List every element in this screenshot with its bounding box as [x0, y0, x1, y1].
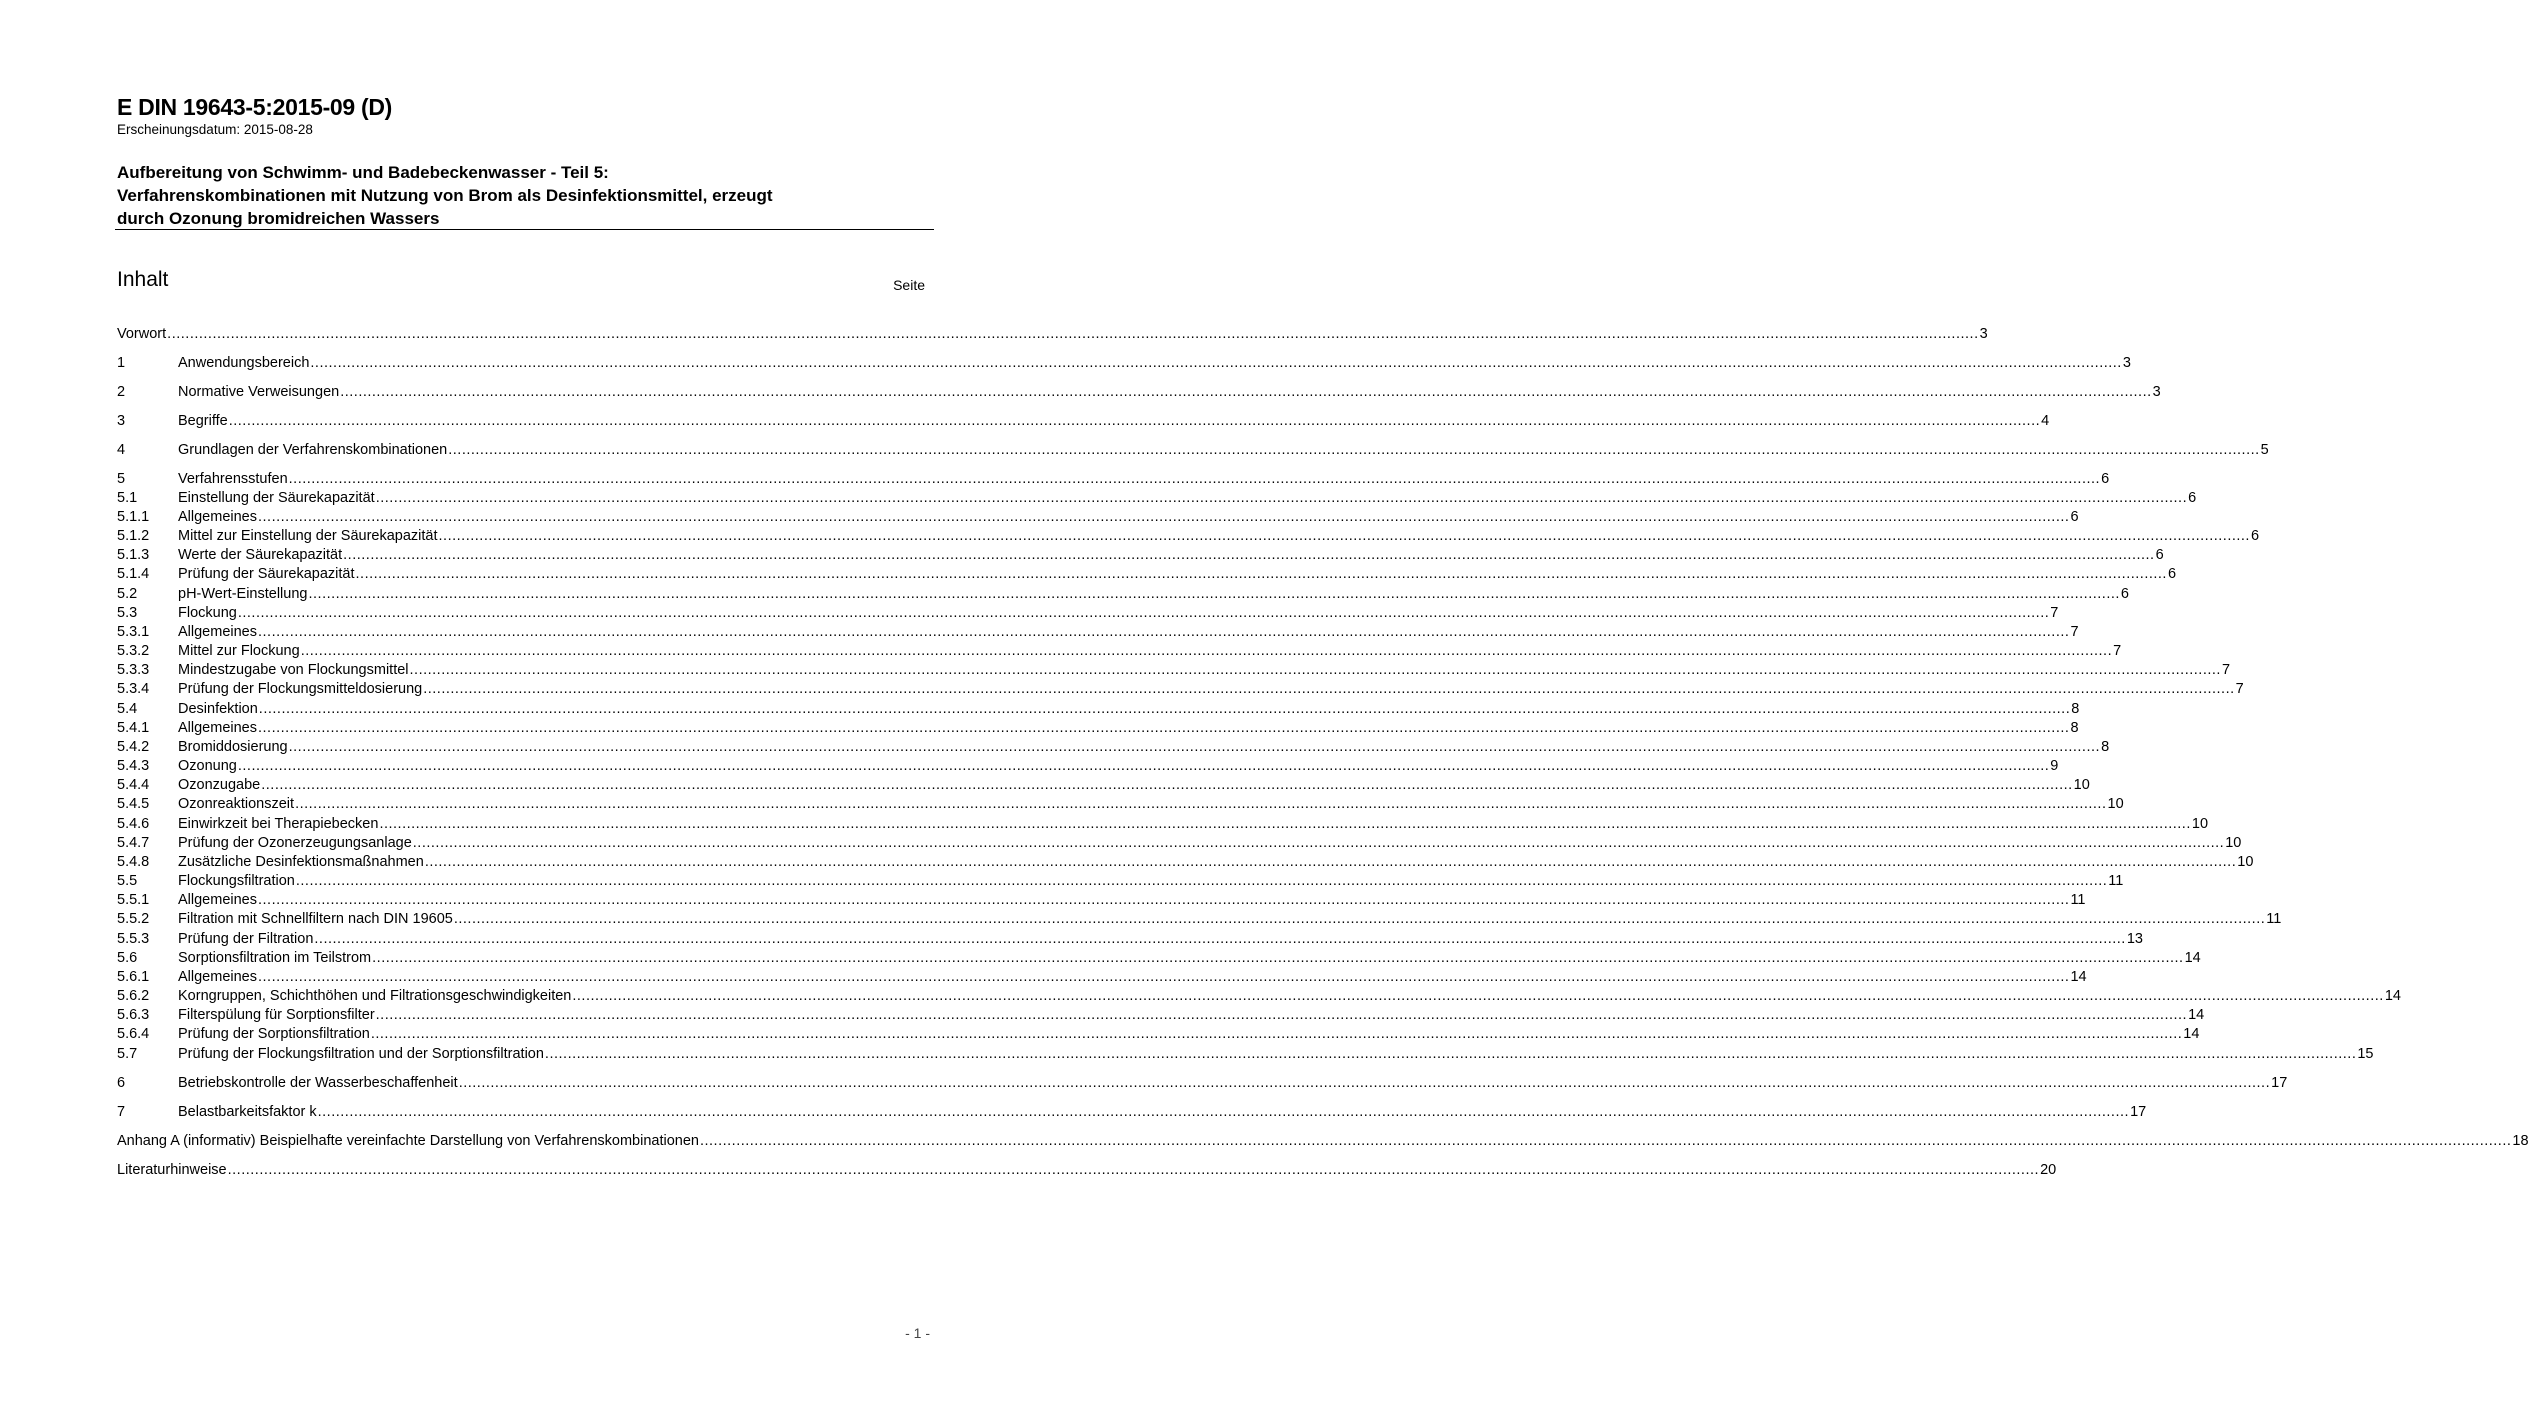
- toc-entry[interactable]: [117, 1132, 2529, 1151]
- toc-entry-title: Vorwort: [117, 326, 167, 342]
- toc-entry-title: Allgemeines: [178, 624, 257, 640]
- toc-dot-leader: ................................................................................................................................................................................................................................................................................................................................................................................................................: [572, 988, 2384, 1004]
- toc-dot-leader: ................................................................................................................................................................................................................................................................................................................................................................................................................: [167, 326, 1979, 342]
- toc-dot-leader: ................................................................................................................................................................................................................................................................................................................................................................................................................: [310, 355, 2122, 371]
- toc-entry-title: Werte der Säurekapazität: [178, 547, 343, 563]
- toc-dot-leader: ................................................................................................................................................................................................................................................................................................................................................................................................................: [258, 892, 2070, 908]
- toc-entry-title: Allgemeines: [178, 509, 257, 525]
- toc-entry-number: 5.3.2: [117, 643, 150, 659]
- toc-entry-page: 4: [2041, 413, 2050, 429]
- toc-entry-page: 3: [2122, 355, 2131, 371]
- toc-entry[interactable]: [117, 383, 2161, 402]
- toc-entry-number: 5.4.3: [117, 758, 150, 774]
- toc-entry-number: 5.3.4: [117, 681, 150, 697]
- toc-dot-leader: ................................................................................................................................................................................................................................................................................................................................................................................................................: [423, 681, 2235, 697]
- toc-entry-title: Mindestzugabe von Flockungsmittel: [178, 662, 409, 678]
- toc-dot-leader: ................................................................................................................................................................................................................................................................................................................................................................................................................: [237, 605, 2050, 621]
- toc-entry-title: Flockung: [178, 605, 237, 621]
- toc-entry-number: 5.4.2: [117, 739, 150, 755]
- toc-entry-number: 5.6: [117, 950, 138, 966]
- toc-entry-title: Filterspülung für Sorptionsfilter: [178, 1007, 375, 1023]
- toc-dot-leader: ................................................................................................................................................................................................................................................................................................................................................................................................................: [228, 413, 2041, 429]
- toc-entry-number: 7: [117, 1104, 126, 1120]
- toc-entry-number: 5.5: [117, 873, 138, 889]
- toc-entry-title: Bromiddosierung: [178, 739, 288, 755]
- toc-entry-page: 6: [2101, 471, 2110, 487]
- toc-entry-page: 18: [2512, 1133, 2529, 1149]
- toc-entry-title: pH-Wert-Einstellung: [178, 586, 308, 602]
- toc-entry[interactable]: [117, 623, 2079, 642]
- toc-entry-page: 7: [2221, 662, 2231, 678]
- document-subject: [117, 161, 933, 230]
- toc-entry-title: Mittel zur Einstellung der Säurekapazität: [178, 528, 438, 544]
- toc-entry-number: 5.3: [117, 605, 138, 621]
- page-number: - 1 -: [905, 1325, 930, 1341]
- toc-entry-page: 11: [2108, 873, 2124, 889]
- toc-entry-title: Betriebskontrolle der Wasserbeschaffenheit: [178, 1075, 458, 1091]
- toc-entry-title: Anwendungsbereich: [178, 355, 310, 371]
- toc-entry-page: 10: [2073, 777, 2090, 793]
- toc-entry-page: 10: [2191, 816, 2209, 832]
- toc-dot-leader: ................................................................................................................................................................................................................................................................................................................................................................................................................: [314, 931, 2126, 947]
- toc-dot-leader: ................................................................................................................................................................................................................................................................................................................................................................................................................: [308, 586, 2120, 602]
- toc-entry-number: 5.5.2: [117, 911, 150, 927]
- toc-entry-title: Ozonreaktionszeit: [178, 796, 295, 812]
- toc-dot-leader: ................................................................................................................................................................................................................................................................................................................................................................................................................: [544, 1046, 2357, 1062]
- toc-entry-page: 3: [2152, 384, 2161, 400]
- toc-entry[interactable]: [117, 470, 2110, 489]
- toc-entry[interactable]: [117, 546, 2164, 565]
- toc-entry-page: 7: [2235, 681, 2244, 697]
- toc-entry-page: 6: [2120, 586, 2129, 602]
- toc-entry[interactable]: [117, 412, 2050, 431]
- toc-entry-page: 14: [2184, 950, 2201, 966]
- toc-entry-page: 17: [2130, 1104, 2147, 1120]
- toc-entry[interactable]: [117, 508, 2079, 527]
- toc-entry[interactable]: [117, 719, 2079, 738]
- toc-entry-page: 6: [2250, 528, 2260, 544]
- toc-entry[interactable]: [117, 325, 1988, 344]
- toc-dot-leader: ................................................................................................................................................................................................................................................................................................................................................................................................................: [261, 777, 2073, 793]
- toc-entry-number: 5.1.3: [117, 547, 150, 563]
- toc-entry-page: 14: [2384, 988, 2401, 1004]
- toc-entry-title: Prüfung der Flockungsfiltration und der Sorptionsfiltration: [178, 1046, 544, 1062]
- toc-dot-leader: ................................................................................................................................................................................................................................................................................................................................................................................................................: [343, 547, 2155, 563]
- toc-entry-page: 10: [2237, 854, 2254, 870]
- toc-entry-page: 8: [2071, 701, 2080, 717]
- toc-dot-leader: ................................................................................................................................................................................................................................................................................................................................................................................................................: [295, 796, 2107, 812]
- toc-entry-number: 5.3.1: [117, 624, 150, 640]
- toc-entry-page: 3: [1979, 326, 1988, 342]
- toc-entry[interactable]: [117, 815, 2209, 834]
- toc-entry-title: Prüfung der Ozonerzeugungsanlage: [178, 835, 412, 851]
- toc-entry[interactable]: [117, 834, 2242, 853]
- toc-entry[interactable]: [117, 489, 2197, 508]
- subject-line: Aufbereitung von Schwimm- und Badebeckenwasser - Teil 5:: [117, 163, 609, 182]
- toc-entry-page: 20: [2040, 1162, 2057, 1178]
- subject-line: Verfahrenskombinationen mit Nutzung von Brom als Desinfektionsmittel, erzeugt: [117, 186, 773, 205]
- toc-entry-number: 5.4.6: [117, 816, 150, 832]
- toc-dot-leader: ................................................................................................................................................................................................................................................................................................................................................................................................................: [340, 384, 2152, 400]
- toc-entry-title: Allgemeines: [178, 969, 257, 985]
- toc-entry-page: 6: [2188, 490, 2197, 506]
- toc-dot-leader: ................................................................................................................................................................................................................................................................................................................................................................................................................: [258, 701, 2071, 717]
- toc-dot-leader: ................................................................................................................................................................................................................................................................................................................................................................................................................: [295, 873, 2108, 889]
- toc-entry[interactable]: [117, 891, 2086, 910]
- toc-entry-page: 10: [2107, 796, 2124, 812]
- toc-entry-title: Einstellung der Säurekapazität: [178, 490, 375, 506]
- toc-entry-title: Begriffe: [178, 413, 228, 429]
- toc-entry[interactable]: [117, 1025, 2200, 1044]
- toc-entry-page: 7: [2113, 643, 2122, 659]
- toc-entry[interactable]: [117, 354, 2131, 373]
- toc-entry-title: Literaturhinweise: [117, 1162, 227, 1178]
- toc-entry-number: 5.4.7: [117, 835, 150, 851]
- toc-entry-title: Filtration mit Schnellfiltern nach DIN 19605: [178, 911, 453, 927]
- toc-dot-leader: ................................................................................................................................................................................................................................................................................................................................................................................................................: [438, 528, 2250, 544]
- toc-entry-number: 5.4: [117, 701, 138, 717]
- toc-entry[interactable]: [117, 441, 2269, 460]
- toc-dot-leader: ................................................................................................................................................................................................................................................................................................................................................................................................................: [379, 816, 2191, 832]
- toc-entry[interactable]: [117, 565, 2177, 584]
- toc-entry-title: Anhang A (informativ) Beispielhafte vereinfachte Darstellung von Verfahrenskombinationen: [117, 1133, 699, 1149]
- toc-dot-leader: ................................................................................................................................................................................................................................................................................................................................................................................................................: [412, 835, 2225, 851]
- toc-entry-number: 5.6.1: [117, 969, 150, 985]
- publication-date: Erscheinungsdatum: 2015-08-28: [117, 122, 313, 137]
- toc-entry-page: 8: [2101, 739, 2110, 755]
- toc-entry-number: 3: [117, 413, 126, 429]
- toc-entry-title: Korngruppen, Schichthöhen und Filtrationsgeschwindigkeiten: [178, 988, 572, 1004]
- toc-dot-leader: ................................................................................................................................................................................................................................................................................................................................................................................................................: [453, 911, 2266, 927]
- toc-dot-leader: ................................................................................................................................................................................................................................................................................................................................................................................................................: [375, 1007, 2188, 1023]
- toc-entry[interactable]: [117, 968, 2087, 987]
- toc-heading: Inhalt: [117, 268, 169, 291]
- toc-entry-page: 14: [2070, 969, 2087, 985]
- toc-entry-page: 17: [2271, 1075, 2288, 1091]
- toc-entry-page: 13: [2126, 931, 2143, 947]
- toc-entry[interactable]: [117, 910, 2282, 929]
- toc-entry-number: 5.1: [117, 490, 138, 506]
- toc-dot-leader: ................................................................................................................................................................................................................................................................................................................................................................................................................: [258, 720, 2070, 736]
- toc-dot-leader: ................................................................................................................................................................................................................................................................................................................................................................................................................: [424, 854, 2237, 870]
- toc-entry-title: Einwirkzeit bei Therapiebecken: [178, 816, 379, 832]
- toc-entry-page: 14: [2183, 1026, 2200, 1042]
- toc-entry-title: Ozonung: [178, 758, 237, 774]
- toc-entry-number: 5.4.1: [117, 720, 150, 736]
- toc-entry-number: 5.4.5: [117, 796, 150, 812]
- toc-entry-page: 15: [2357, 1046, 2374, 1062]
- toc-entry-title: Flockungsfiltration: [178, 873, 295, 889]
- toc-entry-title: Prüfung der Flockungsmitteldosierung: [178, 681, 423, 697]
- toc-entry-number: 5.6.3: [117, 1007, 150, 1023]
- document-title: E DIN 19643-5:2015-09 (D): [117, 94, 393, 120]
- toc-entry[interactable]: [117, 795, 2124, 814]
- toc-entry-page: 6: [2070, 509, 2079, 525]
- toc-entry[interactable]: [117, 1045, 2374, 1064]
- toc-entry-number: 5.3.3: [117, 662, 150, 678]
- toc-entry[interactable]: [117, 949, 2201, 968]
- toc-entry-title: Desinfektion: [178, 701, 258, 717]
- toc-dot-leader: ................................................................................................................................................................................................................................................................................................................................................................................................................: [317, 1104, 2130, 1120]
- toc-entry[interactable]: [117, 700, 2080, 719]
- toc-entry-title: Ozonzugabe: [178, 777, 261, 793]
- toc-dot-leader: ................................................................................................................................................................................................................................................................................................................................................................................................................: [288, 471, 2101, 487]
- toc-entry[interactable]: [117, 585, 2129, 604]
- toc-dot-leader: ................................................................................................................................................................................................................................................................................................................................................................................................................: [448, 442, 2260, 458]
- toc-entry-title: Grundlagen der Verfahrenskombinationen: [178, 442, 448, 458]
- toc-entry-page: 11: [2266, 911, 2282, 927]
- toc-entry-page: 6: [2155, 547, 2164, 563]
- toc-entry[interactable]: [117, 853, 2254, 872]
- toc-dot-leader: ................................................................................................................................................................................................................................................................................................................................................................................................................: [258, 969, 2070, 985]
- toc-page-label: Seite: [893, 277, 925, 293]
- toc-entry-number: 5.7: [117, 1046, 138, 1062]
- toc-entry[interactable]: [117, 930, 2143, 949]
- toc-dot-leader: ................................................................................................................................................................................................................................................................................................................................................................................................................: [375, 490, 2188, 506]
- toc-entry-number: 5.4.4: [117, 777, 150, 793]
- subject-line: durch Ozonung bromidreichen Wassers: [117, 209, 440, 228]
- toc-entry-number: 5.5.1: [117, 892, 150, 908]
- toc-entry-number: 5: [117, 471, 126, 487]
- toc-entry-title: Mittel zur Flockung: [178, 643, 300, 659]
- toc-entry-number: 5.1.1: [117, 509, 150, 525]
- toc-entry-page: 7: [2050, 605, 2059, 621]
- toc-dot-leader: ................................................................................................................................................................................................................................................................................................................................................................................................................: [372, 950, 2184, 966]
- toc-entry[interactable]: [117, 1074, 2288, 1093]
- toc-entry-title: Normative Verweisungen: [178, 384, 340, 400]
- toc-entry-page: 6: [2167, 566, 2177, 582]
- toc-entry-page: 14: [2188, 1007, 2205, 1023]
- toc-dot-leader: ................................................................................................................................................................................................................................................................................................................................................................................................................: [300, 643, 2113, 659]
- toc-entry-title: Verfahrensstufen: [178, 471, 288, 487]
- toc-entry-title: Belastbarkeitsfaktor k: [178, 1104, 317, 1120]
- toc-entry-title: Allgemeines: [178, 720, 257, 736]
- toc-dot-leader: ................................................................................................................................................................................................................................................................................................................................................................................................................: [237, 758, 2050, 774]
- toc-dot-leader: ................................................................................................................................................................................................................................................................................................................................................................................................................: [355, 566, 2167, 582]
- toc-entry[interactable]: [117, 527, 2260, 546]
- toc-entry-title: Zusätzliche Desinfektionsmaßnahmen: [178, 854, 424, 870]
- toc-entry[interactable]: [117, 1161, 2057, 1180]
- toc-entry[interactable]: [117, 757, 2059, 776]
- toc-entry-page: 7: [2070, 624, 2079, 640]
- toc-entry-number: 5.4.8: [117, 854, 150, 870]
- toc-dot-leader: ................................................................................................................................................................................................................................................................................................................................................................................................................: [258, 624, 2070, 640]
- toc-dot-leader: ................................................................................................................................................................................................................................................................................................................................................................................................................: [227, 1162, 2040, 1178]
- horizontal-rule: [115, 229, 934, 230]
- toc-entry-title: Prüfung der Sorptionsfiltration: [178, 1026, 370, 1042]
- toc-entry-number: 5.2: [117, 586, 138, 602]
- toc-entry[interactable]: [117, 738, 2110, 757]
- toc-dot-leader: ................................................................................................................................................................................................................................................................................................................................................................................................................: [370, 1026, 2183, 1042]
- toc-entry[interactable]: [117, 1103, 2147, 1122]
- toc-entry-number: 5.1.4: [117, 566, 150, 582]
- toc-dot-leader: ................................................................................................................................................................................................................................................................................................................................................................................................................: [288, 739, 2101, 755]
- toc-entry-number: 5.6.4: [117, 1026, 150, 1042]
- toc-entry-number: 5.5.3: [117, 931, 150, 947]
- toc-entry[interactable]: [117, 1006, 2205, 1025]
- toc-entry-title: Allgemeines: [178, 892, 257, 908]
- toc-entry[interactable]: [117, 642, 2122, 661]
- toc-entry-number: 5.6.2: [117, 988, 150, 1004]
- toc-entry[interactable]: [117, 680, 2244, 699]
- toc-entry-title: Sorptionsfiltration im Teilstrom: [178, 950, 372, 966]
- toc-entry-number: 1: [117, 355, 126, 371]
- toc-entry-title: Prüfung der Säurekapazität: [178, 566, 355, 582]
- toc-entry[interactable]: [117, 987, 2401, 1006]
- toc-entry-page: 5: [2260, 442, 2269, 458]
- toc-entry[interactable]: [117, 872, 2124, 891]
- toc-entry-page: 10: [2225, 835, 2242, 851]
- toc-entry[interactable]: [117, 604, 2059, 623]
- toc-dot-leader: ................................................................................................................................................................................................................................................................................................................................................................................................................: [258, 509, 2070, 525]
- toc-entry-page: 9: [2050, 758, 2059, 774]
- toc-entry-number: 6: [117, 1075, 126, 1091]
- toc-entry-number: 5.1.2: [117, 528, 150, 544]
- toc-entry-number: 4: [117, 442, 126, 458]
- toc-dot-leader: ................................................................................................................................................................................................................................................................................................................................................................................................................: [458, 1075, 2271, 1091]
- toc-dot-leader: ................................................................................................................................................................................................................................................................................................................................................................................................................: [409, 662, 2221, 678]
- toc-dot-leader: ................................................................................................................................................................................................................................................................................................................................................................................................................: [699, 1133, 2512, 1149]
- toc-entry-title: Prüfung der Filtration: [178, 931, 314, 947]
- toc-entry[interactable]: [117, 661, 2231, 680]
- toc-entry[interactable]: [117, 776, 2090, 795]
- toc-entry-page: 11: [2070, 892, 2086, 908]
- toc-entry-number: 2: [117, 384, 126, 400]
- toc-entry-page: 8: [2070, 720, 2079, 736]
